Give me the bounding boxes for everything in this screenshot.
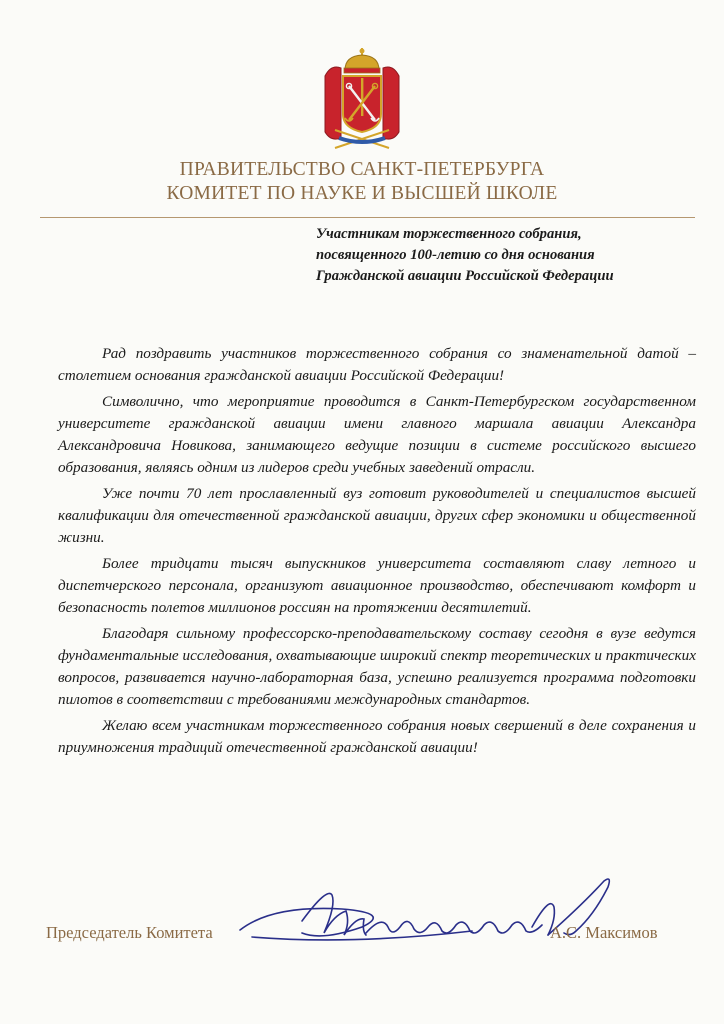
organization-name: ПРАВИТЕЛЬСТВО САНКТ-ПЕТЕРБУРГА — [179, 159, 545, 180]
header-divider — [40, 217, 695, 218]
body-paragraph: Символично, что мероприятие проводится в Санкт-Петербургском государственном университете гражданской авиации имени главного маршала авиации Александра Александровича Новикова, занимающего ведущие позиции в системе российского высшего образования, являясь одним из лидеров среди учебных заведений отрасли. — [58, 392, 696, 477]
body-paragraph: Рад поздравить участников торжественного собрания со знаменательной датой – столетием основания гражданской авиации Российской Федерации! — [58, 345, 696, 385]
signatory-position: Председатель Комитета — [46, 923, 213, 942]
addressee-line: Участникам торжественного собрания, — [316, 226, 582, 242]
st-petersburg-coat-of-arms-icon — [321, 46, 403, 154]
body-paragraph: Желаю всем участникам торжественного собрания новых свершений в деле сохранения и приумножения традиций отечественной гражданской авиации! — [58, 716, 696, 757]
signatory-name: А.С. Максимов — [550, 923, 658, 942]
addressee-block — [316, 224, 706, 287]
body-paragraph: Благодаря сильному профессорско-преподавательскому составу сегодня в вузе ведутся фундаментальные исследования, охватывающие широкий спектр теоретических и практических вопросов, развивается научно-лабораторная база, успешно реализуется программа подготовки пилотов в соответствии с требованиями международных стандартов. — [58, 624, 696, 709]
handwritten-signature-icon — [232, 875, 652, 960]
addressee-line: Гражданской авиации Российской Федерации — [316, 268, 614, 284]
committee-name: КОМИТЕТ ПО НАУКЕ И ВЫСШЕЙ ШКОЛЕ — [166, 183, 558, 204]
letter-body — [58, 343, 696, 762]
body-paragraph: Уже почти 70 лет прославленный вуз готовит руководителей и специалистов высшей квалификации для отечественной гражданской авиации, других сфер экономики и общественной жизни. — [58, 484, 696, 547]
body-paragraph: Более тридцати тысяч выпускников университета составляют славу летного и диспетчерского персонала, организуют авиационное производство, обеспечивают комфорт и безопасность полетов миллионов россиян на протяжении десятилетий. — [58, 554, 696, 617]
addressee-line: посвященного 100-летию со дня основания — [316, 247, 595, 263]
